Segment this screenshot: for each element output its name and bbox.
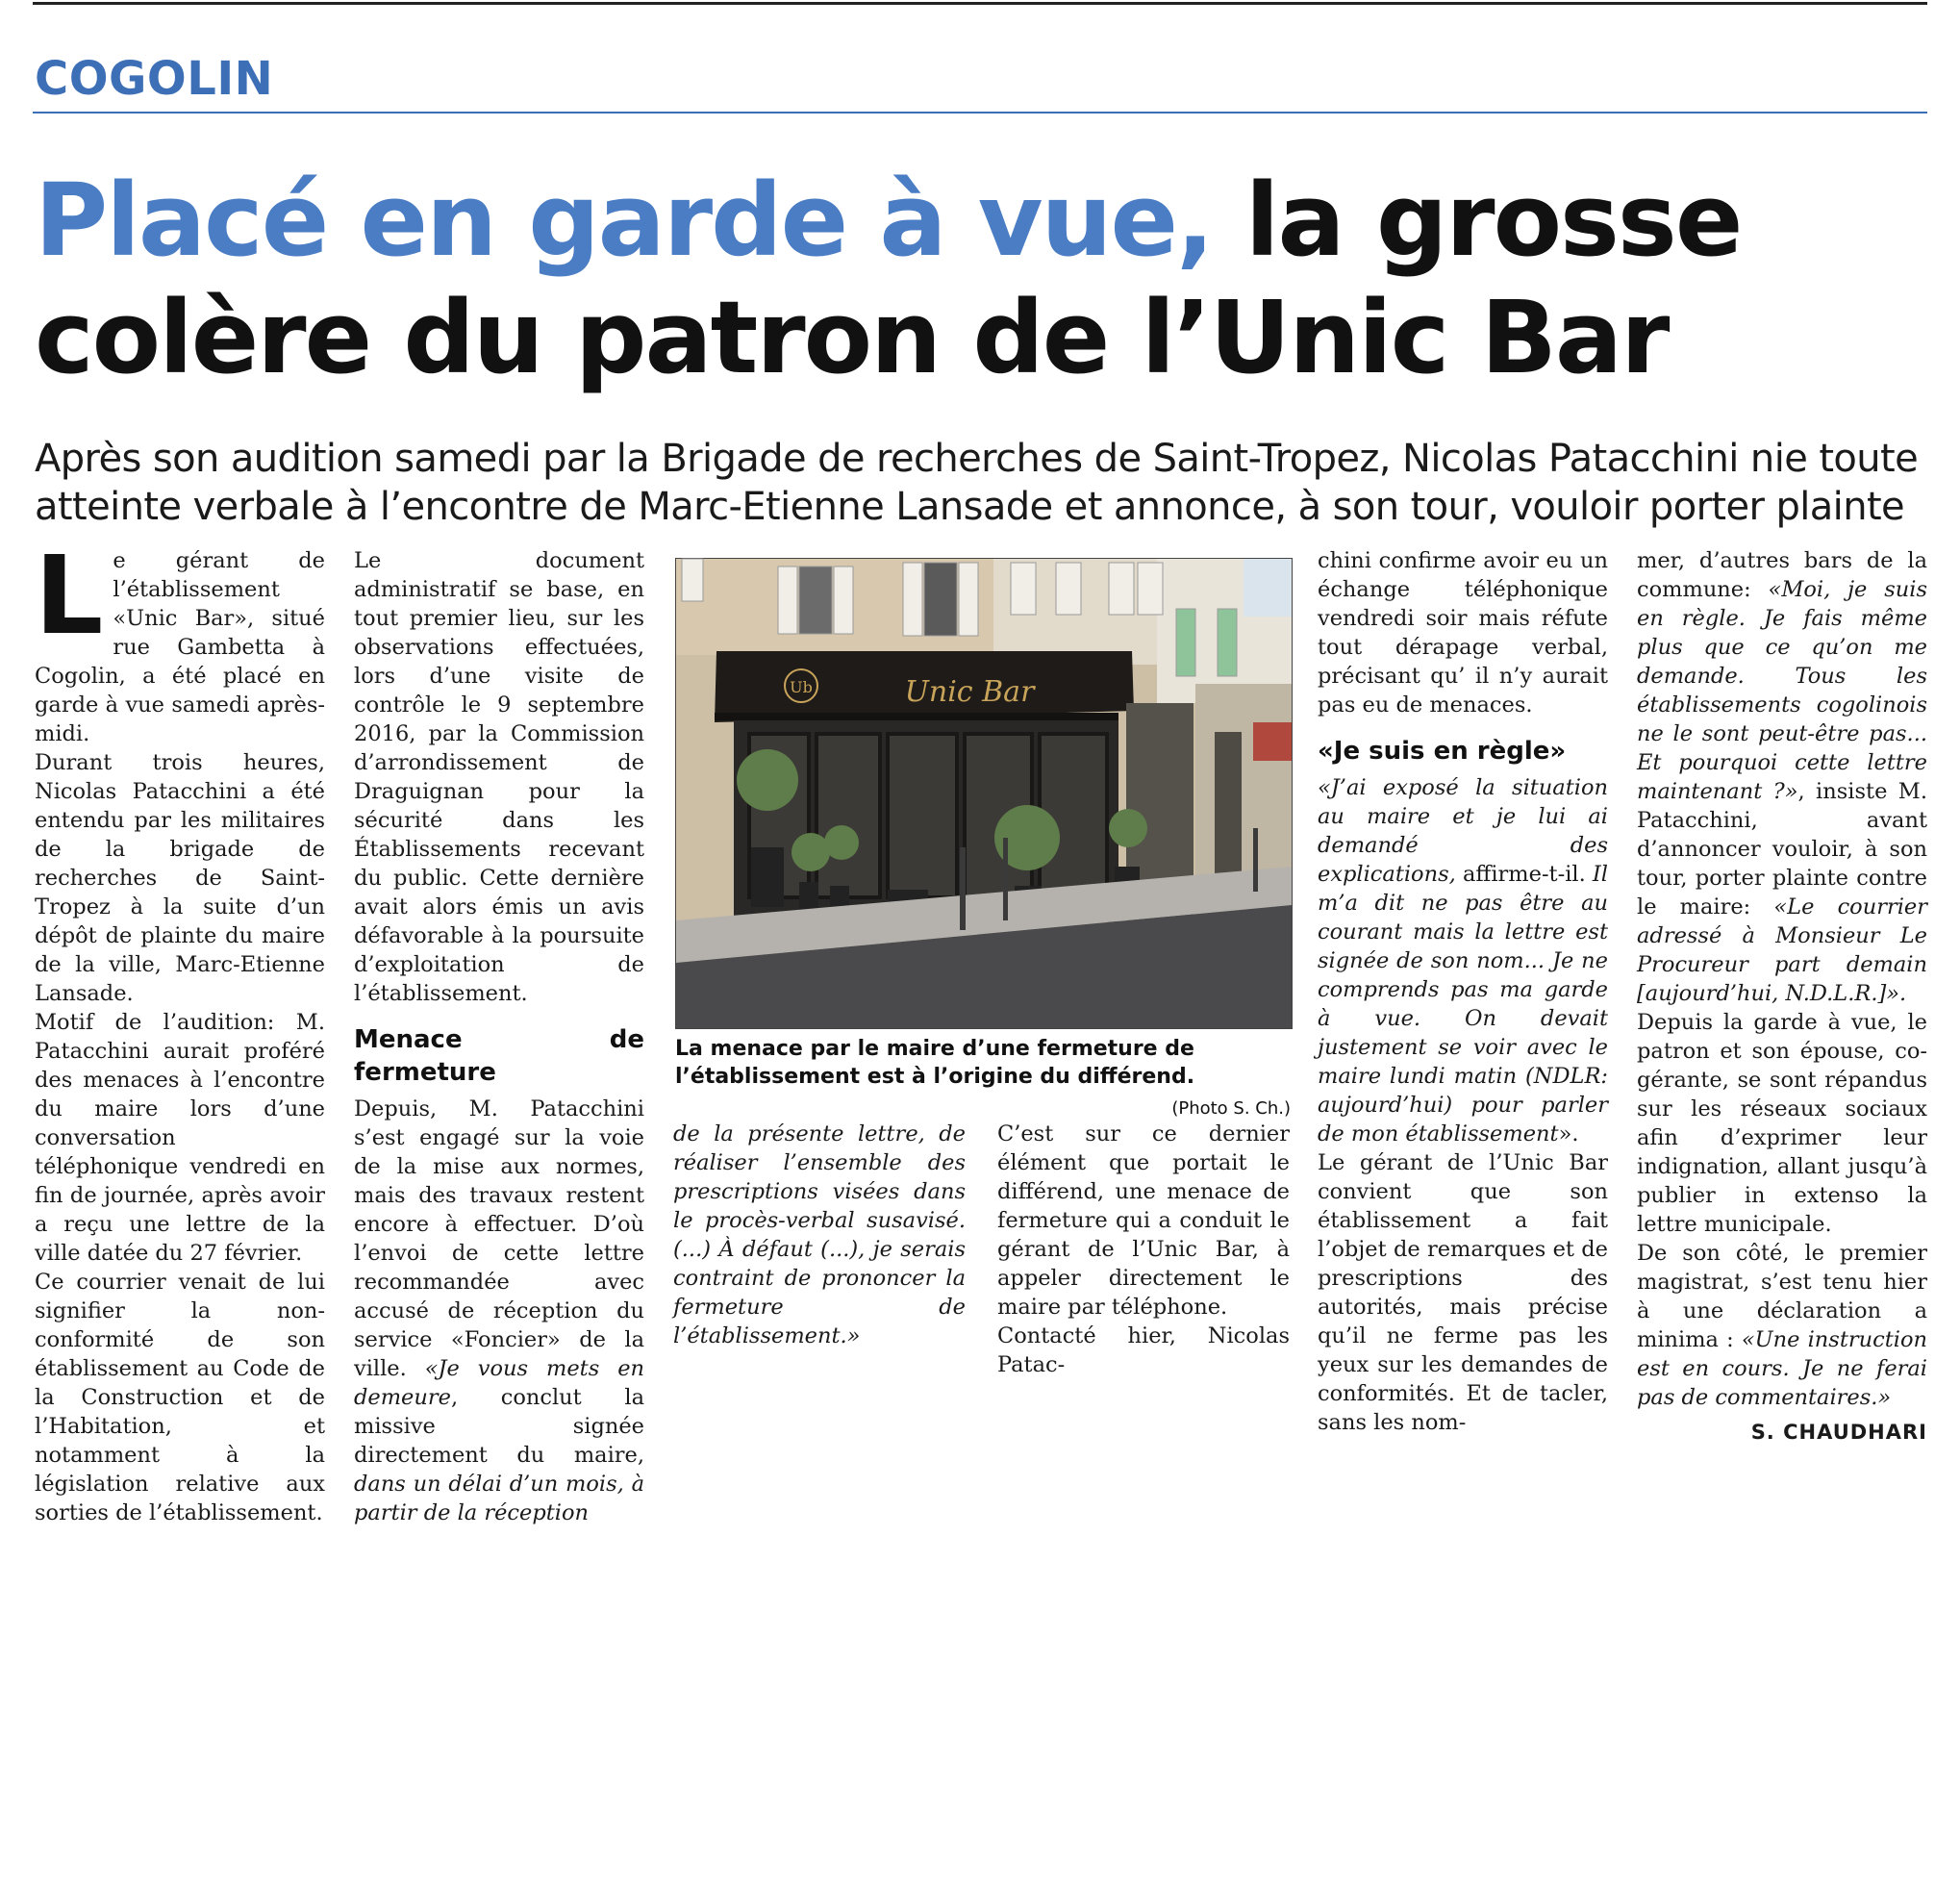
section-rule [33,112,1927,113]
section-label: COGOLIN [35,52,274,106]
paragraph: de la présente lettre, de réaliser l’ensemble des prescriptions visées dans le procès-verbal susavisé. (...) À défaut (...), je serais contraint de prononcer la fermeture de l’établissement.» [673,1121,966,1348]
column-5 [1318,546,1608,1435]
paragraph: De son côté, le premier magistrat, s’est tenu hier à une déclaration a minima : «Une instruction est en cours. Je ne ferai pas de commentaires.» [1637,1241,1927,1410]
photo-credit: (Photo S. Ch.) [1171,1098,1291,1119]
caption-text: La menace par le maire d’une fermeture de l’établissement est à l’origine du différend. [675,1037,1195,1089]
column-4 [997,1120,1290,1889]
byline: S. CHAUDHARI [1750,1421,1927,1444]
paragraph: Depuis la garde à vue, le patron et son épouse, co-gérante, se sont répandus sur les réseaux sociaux afin d’exprimer leur indignation, allant jusqu’à publier in extenso la lettre municipale. [1637,1010,1927,1237]
sign-text: Unic Bar [904,675,1035,709]
paragraph: Durant trois heures, Nicolas Patacchini a été entendu par les militaires de la brigade de recherches de Saint-Tropez à la suite d’un dépôt de plainte du maire de la ville, Marc-Etienne Lansade. [35,750,325,1006]
bar-photo [675,558,1293,1029]
column-1 [35,534,325,1525]
headline-black: la grosse colère du patron de l’Unic Bar [35,162,1742,396]
column-3 [673,1120,966,1889]
paragraph: Depuis, M. Patacchini s’est engagé sur la voie de la mise aux normes, mais des travaux restent encore à effectuer. D’où l’envoi de cette lettre recommandée avec accusé de réception du service «Foncier» de la ville. «Je vous mets en demeure, conclut la missive signée directement du maire, dans un délai d’un mois, à partir de la réception [354,1096,644,1525]
headline-blue: Placé en garde à vue, [35,162,1213,279]
paragraph: Le gérant de l’Unic Bar convient que son établissement a fait l’objet de remarques et de prescriptions des autorités, mais précise qu’il ne ferme pas les yeux sur les demandes de conformités. Et de tacler, sans les nom- [1318,1150,1608,1435]
photo-caption [675,1035,1291,1122]
paragraph: chini confirme avoir eu un échange téléphonique vendredi soir mais réfute tout dérapage verbal, précisant qu’ il n’y aurait pas eu de menaces. [1318,548,1608,718]
paragraph: C’est sur ce dernier élément que portait le différend, une menace de fermeture qui a conduit le gérant de l’Unic Bar, à appeler directement le maire par téléphone. [997,1121,1290,1320]
subhead-en-regle: «Je suis en règle» [1318,737,1567,766]
top-rule [33,2,1927,5]
paragraph: «J’ai exposé la situation au maire et je lui ai demandé des explications, affirme-t-il. Il m’a dit ne pas être au courant mais la lettre est signée de son nom... Je ne comprends pas ma garde à vue. On devait justement se voir avec le maire lundi matin (NDLR: aujourd’hui) pour parler de mon établissement». [1318,775,1608,1146]
column-2 [354,546,644,1525]
headline [35,162,1939,396]
logo-text: Ub [790,678,813,696]
column-6 [1637,546,1927,1444]
paragraph-intro: Le gérant de l’établissement «Unic Bar», situé rue Gambetta à Cogolin, a été placé en garde à vue samedi après-midi. [35,534,325,746]
standfirst: Après son audition samedi par la Brigade de recherches de Saint-Tropez, Nicolas Patacchini nie toute atteinte verbale à l’encontre de Marc-Etienne Lansade et annonce, à son tour, vouloir porter plainte [35,437,1919,529]
paragraph: mer, d’autres bars de la commune: «Moi, je suis en règle. Je fais même plus que ce qu’on me demande. Tous les établissements cogolinois ne le sont peut-être pas... Et pourquoi cette lettre maintenant ?», insiste M. Patacchini, avant d’annoncer vouloir, à son tour, porter plainte contre le maire: «Le courrier adressé à Monsieur Le Procureur part demain [aujourd’hui, N.D.L.R.]». [1637,548,1927,1006]
paragraph: Le document administratif se base, en tout premier lieu, sur les observations effectuées, lors d’une visite de contrôle le 9 septembre 2016, par la Commission d’arrondissement de Draguignan pour la sécurité dans les Établissements recevant du public. Cette dernière avait alors émis un avis défavorable à la poursuite d’exploitation de l’établissement. [354,548,644,1006]
paragraph: Contacté hier, Nicolas Patac- [997,1323,1290,1377]
drop-cap: L [35,534,104,659]
subhead-menace: Menace de fermeture [354,1025,644,1087]
paragraph: Ce courrier venait de lui signifier la non-conformité de son établissement au Code de la Construction et de l’Habitation, et notamment à la législation relative aux sorties de l’établissement. [35,1270,325,1525]
paragraph: Motif de l’audition: M. Patacchini aurait proféré des menaces à l’encontre du maire lors d’une conversation téléphonique vendredi en fin de journée, après avoir a reçu une lettre de la ville datée du 27 février. [35,1010,325,1266]
